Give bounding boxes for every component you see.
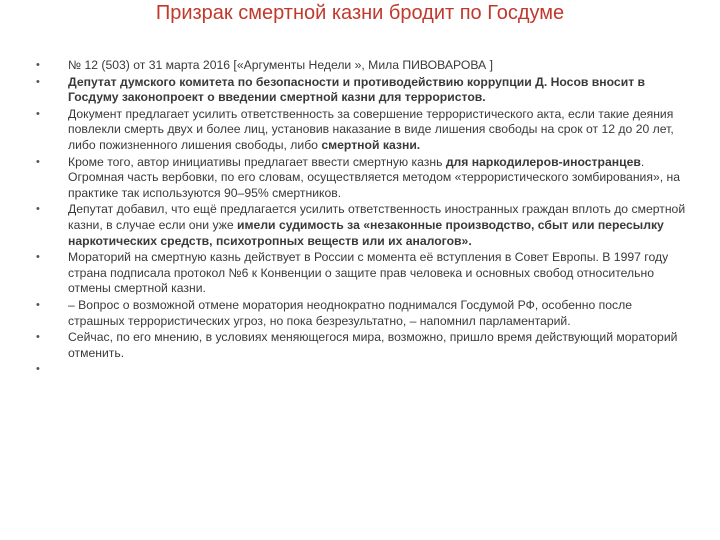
bullet-text bbox=[68, 250, 668, 295]
bullet-text bbox=[68, 107, 674, 152]
bullet-dot-icon: • bbox=[36, 155, 40, 168]
text-segment: . Огромная часть вербовки, по его словам, осуществляется методом «террористического зомбирования», на практике так используются 90–95% смертников. bbox=[68, 154, 681, 200]
bullet-item bbox=[36, 330, 686, 361]
bullet-dot-icon: • bbox=[36, 75, 40, 88]
bullet-item bbox=[36, 250, 686, 297]
bullet-dot-icon: • bbox=[36, 298, 40, 311]
bullet-item bbox=[36, 58, 686, 74]
bullet-dot-icon: • bbox=[36, 203, 40, 216]
text-segment: Мораторий на смертную казнь действует в России с момента её вступления в Совет Европы. В 1997 году страна подписала протокол №6 к Конвенции о защите прав человека и основных свобод относительно отмены смертной казни. bbox=[68, 250, 669, 296]
bullet-dot-icon: • bbox=[36, 331, 40, 344]
page-title: Призрак смертной казни бродит по Госдуме bbox=[155, 2, 565, 24]
text-segment: Документ предлагает усилить ответственность за совершение террористического акта, если такие деяния повлекли смерть двух и более лиц, установив наказание в виде лишения свободы на срок от 12 до 20 лет, либо пожизненного лишения свободы, либо bbox=[68, 106, 674, 152]
bold-text-segment: Депутат думского комитета по безопасности и противодействию коррупции Д. Носов вносит в Госдуму законопроект о введении смертной казни для террористов. bbox=[68, 74, 646, 105]
text-segment: Кроме того, автор инициативы предлагает ввести смертную казнь bbox=[68, 154, 446, 169]
text-segment: № 12 (503) от 31 марта 2016 [«Аргументы Недели », Мила ПИВОВАРОВА ] bbox=[68, 58, 493, 72]
bullet-dot-icon: • bbox=[36, 59, 40, 71]
text-segment: Депутат добавил, что ещё предлагается усилить ответственность иностранных граждан вплоть до смертной казни, в случае если они уже bbox=[68, 202, 686, 232]
bold-text-segment: для наркодилеров-иностранцев bbox=[445, 154, 641, 169]
bullet-item bbox=[36, 202, 686, 249]
bullet-text bbox=[68, 75, 645, 105]
bullet-text bbox=[68, 330, 677, 360]
bullet-item bbox=[36, 107, 686, 154]
bullet-dot-icon: • bbox=[36, 363, 40, 376]
bullet-text bbox=[68, 202, 685, 247]
text-segment: Сейчас, по его мнению, в условиях меняющегося мира, возможно, пришло время действующий мораторий отменить. bbox=[68, 330, 678, 360]
bullet-text bbox=[68, 58, 493, 72]
bullet-item bbox=[36, 155, 686, 202]
bullet-text bbox=[68, 155, 680, 200]
bullet-list bbox=[36, 58, 686, 379]
bullet-item bbox=[36, 362, 686, 378]
bullet-text bbox=[68, 298, 632, 328]
bullet-item bbox=[36, 298, 686, 329]
bold-text-segment: имели судимость за «незаконные производство, сбыт или пересылку наркотических средств, психотропных веществ или их аналогов». bbox=[68, 217, 664, 248]
text-segment: – Вопрос о возможной отмене моратория неоднократно поднимался Госдумой РФ, особенно после страшных террористических угроз, но пока безрезультатно, – напомнил парламентарий. bbox=[68, 297, 633, 328]
bullet-dot-icon: • bbox=[36, 251, 40, 264]
bullet-dot-icon: • bbox=[36, 107, 40, 120]
bold-text-segment: смертной казни. bbox=[321, 137, 421, 152]
bullet-text bbox=[68, 362, 71, 376]
bullet-item bbox=[36, 75, 686, 106]
